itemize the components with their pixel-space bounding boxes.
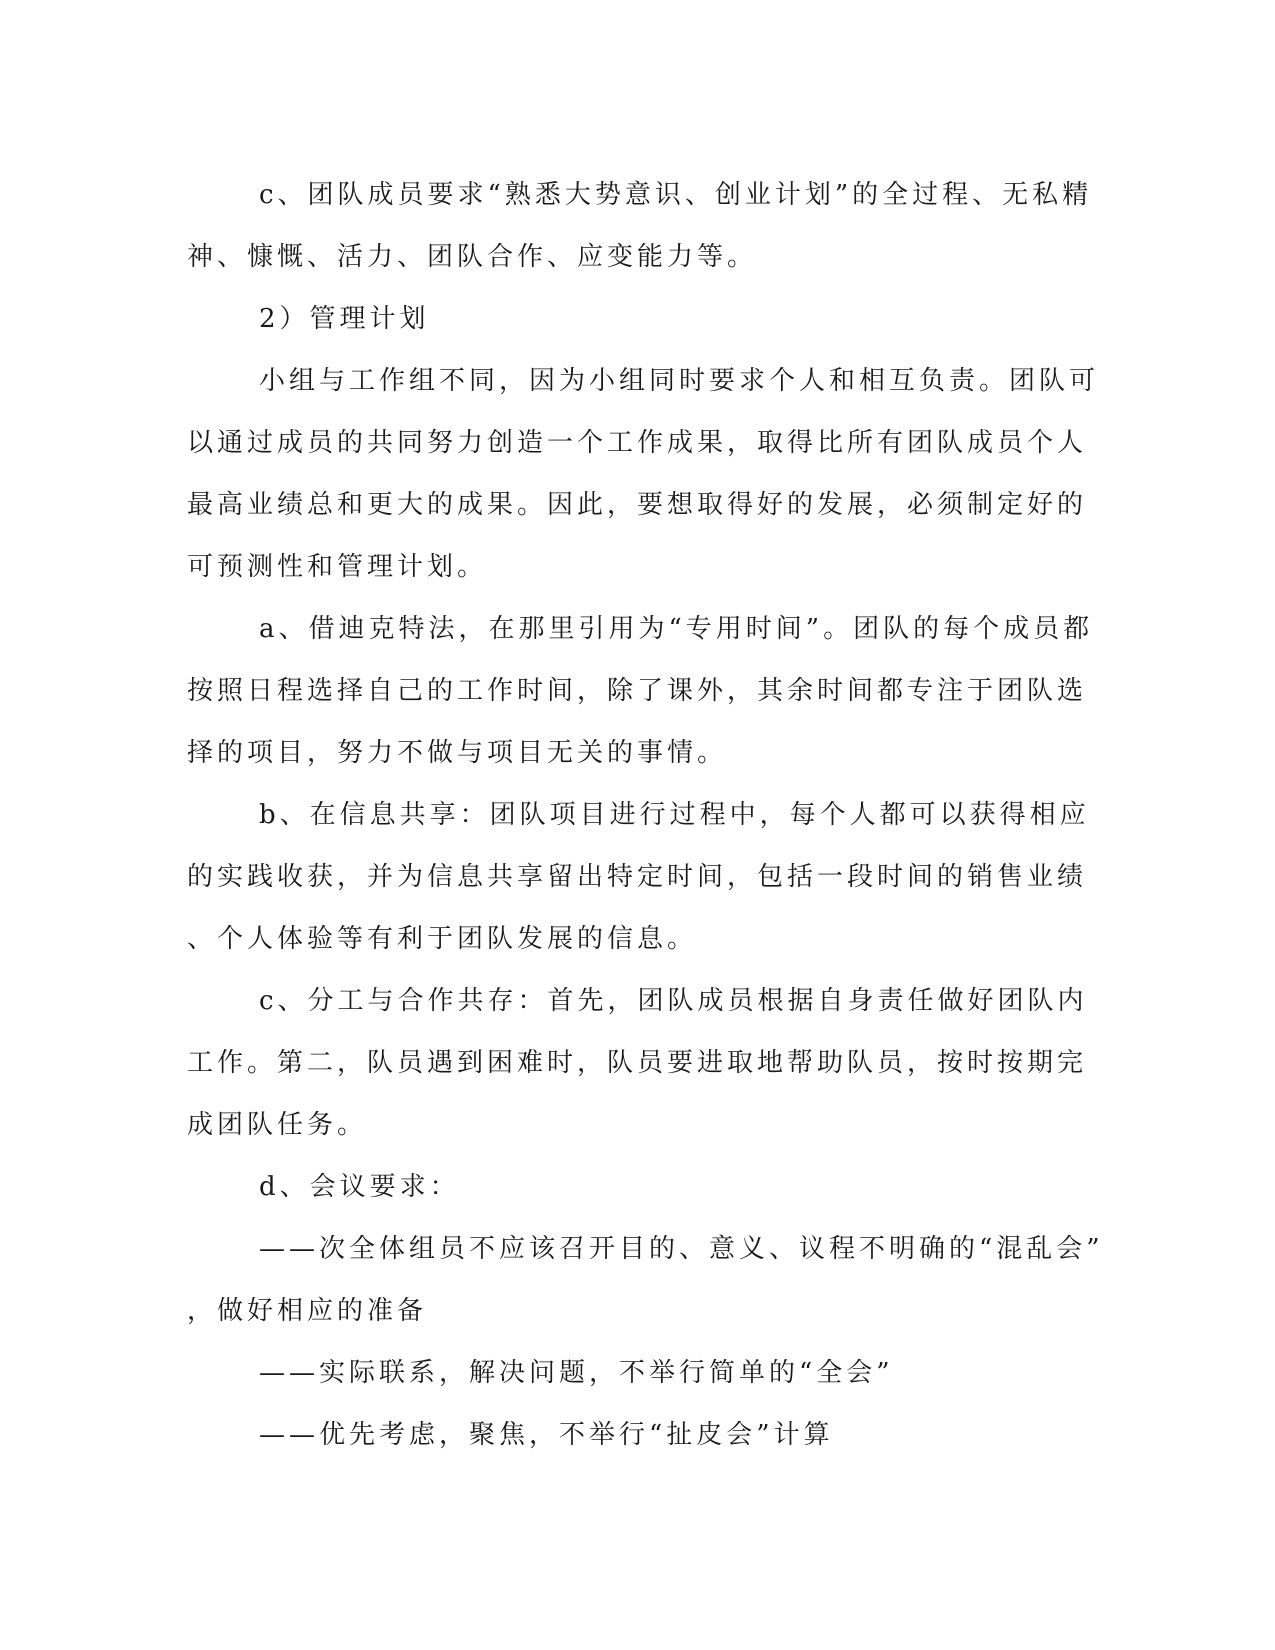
meeting-rule-1 (187, 1218, 1104, 1342)
text-line: ——优先考虑，聚焦，不举行“扯皮会”计算 (259, 1420, 834, 1450)
text-line: c、分工与合作共存：首先，团队成员根据自身责任做好团队内 (259, 986, 1088, 1016)
text-line: ——实际联系，解决问题，不举行简单的“全会” (259, 1358, 894, 1388)
text-line: 神、慷慨、活力、团队合作、应变能力等。 (187, 242, 758, 272)
text-line: 小组与工作组不同，因为小组同时要求个人和相互负责。团队可 (259, 366, 1100, 396)
text-line: 2）管理计划 (259, 304, 430, 334)
text-line: 按照日程选择自己的工作时间，除了课外，其余时间都专注于团队选 (187, 676, 1088, 706)
paragraph-item-d (187, 1156, 1067, 1218)
section-heading-management-plan (187, 288, 1067, 350)
text-line: d、会议要求： (259, 1172, 460, 1202)
text-line: a、借迪克特法，在那里引用为“专用时间”。团队的每个成员都 (259, 614, 1094, 644)
text-line: 、个人体验等有利于团队发展的信息。 (187, 924, 698, 954)
paragraph-item-a (187, 598, 1094, 784)
meeting-rule-3 (187, 1404, 1067, 1466)
document-body (187, 164, 1104, 1466)
text-line: 成团队任务。 (187, 1110, 368, 1140)
text-line: 择的项目，努力不做与项目无关的事情。 (187, 738, 728, 768)
text-line: ——次全体组员不应该召开目的、意义、议程不明确的“混乱会” (259, 1234, 1104, 1264)
text-line: c、团队成员要求“熟悉大势意识、创业计划”的全过程、无私精 (259, 180, 1093, 210)
paragraph-item-b (187, 784, 1090, 970)
text-line: b、在信息共享：团队项目进行过程中，每个人都可以获得相应 (259, 800, 1090, 830)
meeting-rule-2 (187, 1342, 1067, 1404)
text-line: 以通过成员的共同努力创造一个工作成果，取得比所有团队成员个人 (187, 428, 1088, 458)
paragraph-team-requirements (187, 164, 1093, 288)
text-line: 可预测性和管理计划。 (187, 552, 488, 582)
text-line: ，做好相应的准备 (187, 1296, 428, 1326)
text-line: 工作。第二，队员遇到困难时，队员要进取地帮助队员，按时按期完 (187, 1048, 1088, 1078)
text-line: 最高业绩总和更大的成果。因此，要想取得好的发展，必须制定好的 (187, 490, 1088, 520)
text-line: 的实践收获，并为信息共享留出特定时间，包括一段时间的销售业绩 (187, 862, 1088, 892)
paragraph-group-vs-workgroup (187, 350, 1100, 598)
paragraph-item-c (187, 970, 1088, 1156)
